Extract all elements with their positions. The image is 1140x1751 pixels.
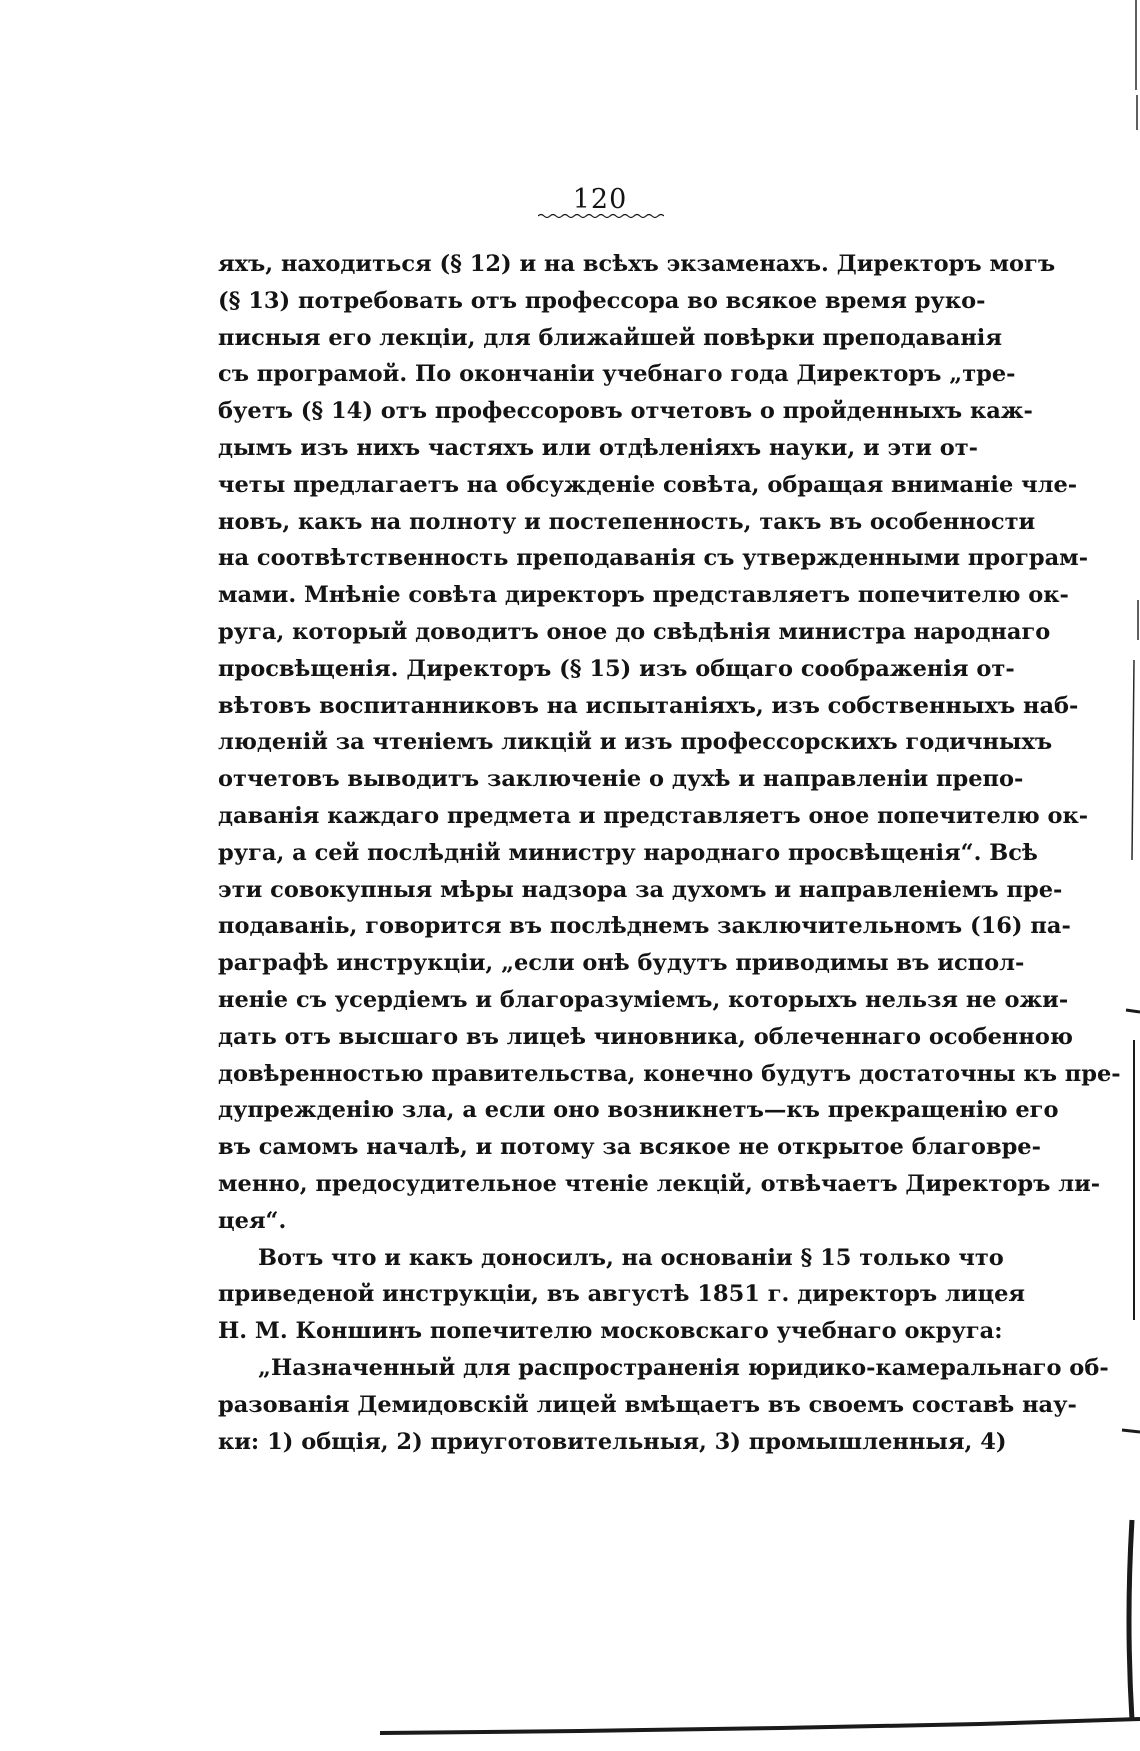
text-line: приведеной инструкціи, въ августѣ 1851 г. директоръ лицея	[218, 1281, 1026, 1308]
text-line: дымъ изъ нихъ частяхъ или отдѣленіяхъ науки, и эти от-	[218, 434, 979, 461]
page-number-ornament-rule	[538, 213, 664, 219]
text-line: подаваніь, говорится въ послѣднемъ заключительномъ (16) па-	[218, 913, 1071, 940]
text-line: менно, предосудительное чтеніе лекцій, отвѣчаетъ Директоръ ли-	[218, 1170, 1101, 1197]
text-line: Н. М. Коншинъ попечителю московскаго учебнаго округа:	[218, 1318, 1003, 1345]
text-line: даванія каждаго предмета и представляетъ оное попечителю ок-	[218, 802, 1089, 829]
text-line: раграфѣ инструкціи, „если онѣ будутъ приводимы въ испол-	[218, 950, 1025, 977]
text-line: яхъ, находиться (§ 12) и на всѣхъ экзаменахъ. Директоръ могъ	[218, 251, 1056, 277]
text-line: ки: 1) общія, 2) приуготовительныя, 3) промышленныя, 4)	[218, 1428, 1007, 1455]
text-line: люденій за чтеніемъ ликцій и изъ профессорскихъ годичныхъ	[218, 729, 1053, 756]
text-line: дупрежденію зла, а если оно возникнетъ—къ прекращенію его	[218, 1097, 1059, 1124]
text-line: (§ 13) потребовать отъ профессора во всякое время руко-	[218, 287, 986, 314]
text-line: Вотъ что и какъ доносилъ, на основаніи § 15 только что	[258, 1244, 1004, 1271]
text-line: просвѣщенія. Директоръ (§ 15) изъ общаго соображенія от-	[218, 655, 1015, 682]
text-line: вѣтовъ воспитанниковъ на испытаніяхъ, изъ собственныхъ наб-	[218, 692, 1079, 719]
body-text	[218, 246, 1121, 1460]
scan-binding-edge	[1112, 0, 1140, 1751]
text-line: въ самомъ началѣ, и потому за всякое не открытое благовре-	[218, 1134, 1041, 1161]
text-line: разованія Демидовскій лицей вмѣщаетъ въ своемъ составѣ нау-	[218, 1391, 1077, 1418]
text-line: дать отъ высшаго въ лицеѣ чиновника, облеченнаго особенною	[218, 1023, 1073, 1050]
text-line: буетъ (§ 14) отъ профессоровъ отчетовъ о пройденныхъ каж-	[218, 398, 1033, 425]
text-line: на соотвѣтственность преподаванія съ утвержденными програм-	[218, 545, 1089, 572]
text-line: цея“.	[218, 1207, 287, 1234]
text-line: эти совокупныя мѣры надзора за духомъ и направленіемъ пре-	[218, 876, 1063, 903]
text-line: „Назначенный для распространенія юридико-камеральнаго об-	[258, 1354, 1109, 1381]
scan-bottom-edge	[380, 1713, 1140, 1735]
text-line: мами. Мнѣніе совѣта директоръ представляетъ попечителю ок-	[218, 582, 1069, 609]
text-line: довѣренностью правительства, конечно будутъ достаточны къ пре-	[218, 1060, 1121, 1087]
text-line: руга, который доводитъ оное до свѣдѣнія министра народнаго	[218, 618, 1051, 645]
text-line: неніе съ усердіемъ и благоразуміемъ, которыхъ нельзя не ожи-	[218, 986, 1069, 1013]
text-line: отчетовъ выводитъ заключеніе о духѣ и направленіи препо-	[218, 766, 1024, 793]
page-number: 120	[572, 184, 628, 215]
text-line: руга, а сей послѣдній министру народнаго просвѣщенія“. Всѣ	[218, 839, 1038, 866]
text-line: четы предлагаетъ на обсужденіе совѣта, обращая вниманіе чле-	[218, 471, 1078, 498]
text-line: писныя его лекціи, для ближайшей повѣрки преподаванія	[218, 324, 1002, 351]
text-line: съ програмой. По окончаніи учебнаго года Директоръ „тре-	[218, 361, 1016, 388]
text-line: новъ, какъ на полноту и постепенность, такъ въ особенности	[218, 508, 1036, 535]
